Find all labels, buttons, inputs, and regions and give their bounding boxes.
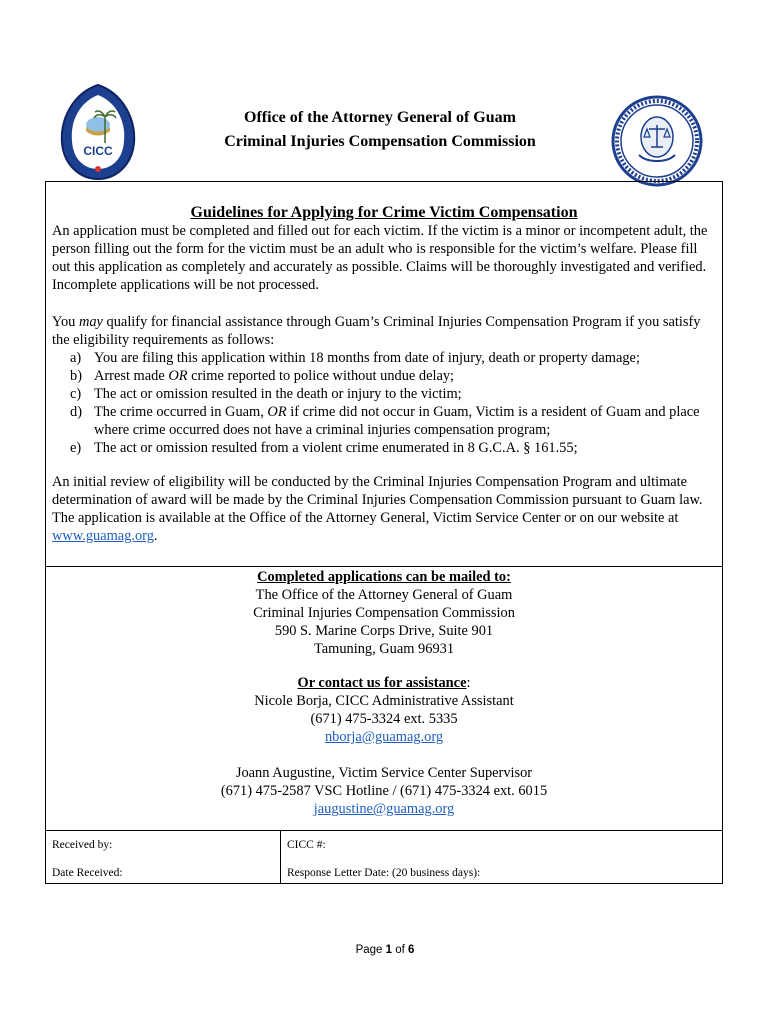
review-paragraph [52,473,716,545]
contact-heading-colon: : [466,675,471,691]
received-by-label: Received by: [52,839,113,851]
mailing-address-block [45,568,723,658]
requirement-text-end: crime reported to police without undue delay; [187,368,455,384]
eligibility-pre: You [52,314,79,330]
guidelines-heading: Guidelines for Applying for Crime Victim Compensation [190,204,578,221]
list-item [52,403,716,439]
date-received-label: Date Received: [52,867,123,879]
eligibility-post: qualify for financial assistance through Guam’s Criminal Injuries Compensation Program if you satisfy the eligibility requirements as follows: [52,314,701,348]
contact-heading: Or contact us for assistance [297,675,467,691]
spacer [45,746,723,764]
cicc-seal-text: CICC [83,144,113,158]
requirement-text: The act or omission resulted in the death or injury to the victim; [94,386,462,402]
page-number [0,944,770,956]
mailing-line: The Office of the Attorney General of Guam [255,587,513,603]
requirement-text: Arrest made [94,368,169,384]
list-marker: c) [70,386,82,402]
list-item [52,367,716,385]
eligibility-requirements-list [52,349,716,457]
attorney-general-seal-logo [611,95,703,187]
of-word: of [395,944,405,956]
mailing-line: 590 S. Marine Corps Drive, Suite 901 [274,623,494,639]
contact-heading-line [45,674,723,692]
website-link[interactable]: www.guamag.org [52,528,154,544]
list-marker: a) [70,350,82,366]
cicc-number-label: CICC #: [287,839,326,851]
contact-name: Nicole Borja, CICC Administrative Assistant [254,693,514,709]
requirement-emphasis: OR [267,404,287,420]
section-divider [45,566,723,567]
office-title: Office of the Attorney General of Guam [244,109,516,126]
list-marker: d) [70,404,82,420]
contact-email-link[interactable]: jaugustine@guamag.org [313,801,455,817]
contact-name: Joann Augustine, Victim Service Center Supervisor [235,765,533,781]
review-text: An initial review of eligibility will be conducted by the Criminal Injuries Compensation Program and ultimate determination of award will be made by the Criminal Injuries Compensation Commission pursuant to Guam law. The application is available at the Office of the Attorney General, Victim Service Center or on our website at [52,474,703,526]
contact-phone: (671) 475-3324 ext. 5335 [310,711,458,727]
intro-paragraph: An application must be completed and filled out for each victim. If the victim is a minor or incompetent adult, the person filling out the form for the victim must be an adult who is responsible for the victim’s welfare. Please fill out this application as completely and accurately as possible. Claims will be thoroughly investigated and verified. Incomplete applications will be not processed. [52,223,708,293]
cicc-seal-logo [58,83,138,181]
contact-phone: (671) 475-2587 VSC Hotline / (671) 475-3324 ext. 6015 [220,783,548,799]
page-word: Page [355,944,383,956]
requirement-text: The crime occurred in Guam, [94,404,268,420]
eligibility-paragraph [52,313,716,349]
mailing-line: Criminal Injuries Compensation Commission [253,605,515,621]
requirement-text: You are filing this application within 18 months from date of injury, death or property damage; [94,350,640,366]
list-item [52,349,716,367]
office-use-divider [45,830,723,831]
requirement-emphasis: OR [168,368,188,384]
requirement-text-end: if crime did not occur in Guam, Victim is a resident of Guam and place where crime occurred does not have a criminal injuries compensation program; [94,404,700,438]
list-marker: b) [70,368,82,384]
eligibility-emphasis: may [78,314,103,330]
review-end: . [153,528,158,544]
contact-email-link[interactable]: nborja@guamag.org [324,729,444,745]
mailing-heading: Completed applications can be mailed to: [257,569,511,585]
contact-block [45,674,723,818]
list-item [52,439,716,457]
total-pages: 6 [408,944,415,956]
response-letter-date-label: Response Letter Date: (20 business days): [287,867,481,879]
office-use-column-divider [280,830,281,884]
mailing-line: Tamuning, Guam 96931 [313,641,455,657]
list-marker: e) [70,440,82,456]
commission-title: Criminal Injuries Compensation Commission [224,133,536,150]
list-item [52,385,716,403]
current-page: 1 [385,944,393,956]
requirement-text: The act or omission resulted from a violent crime enumerated in 8 G.C.A. § 161.55; [94,440,578,456]
